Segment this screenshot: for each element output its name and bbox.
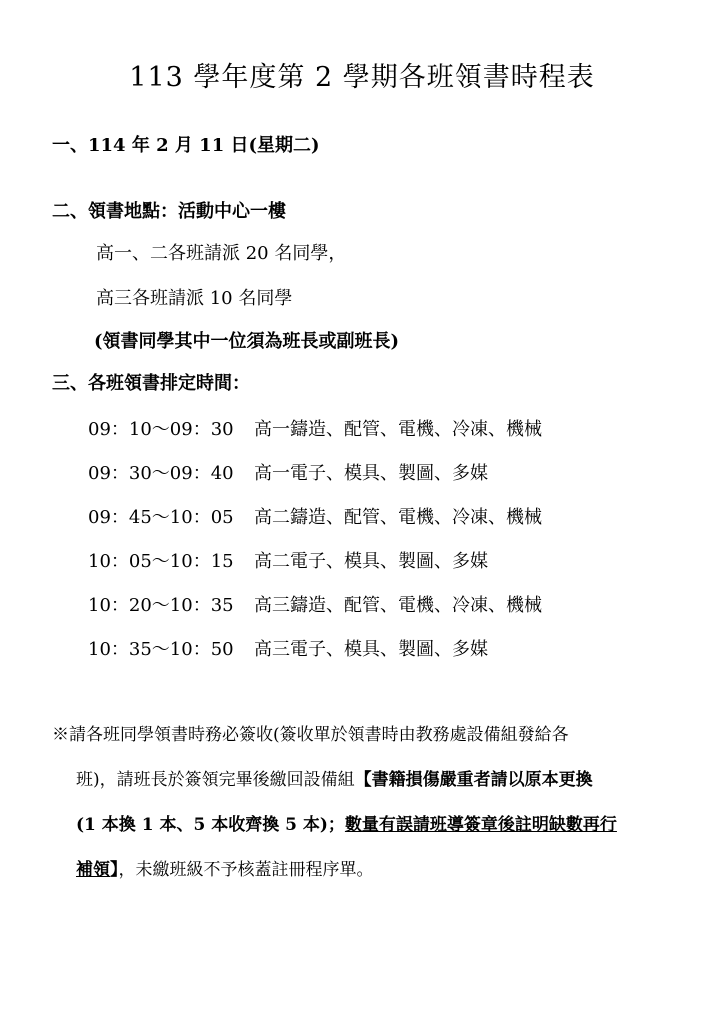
schedule-classes: 高二電子、模具、製圖、多媒 xyxy=(254,551,488,572)
schedule-time: 09：10～09：30 xyxy=(88,419,234,440)
note-line-4-text: ，未繳班級不予核蓋註冊程序單。 xyxy=(118,860,374,880)
schedule-row xyxy=(88,551,542,595)
note-line-2-bold: 【書籍損傷嚴重者請以原本更換 xyxy=(354,770,593,790)
note-line-4-bracket: 】 xyxy=(110,860,119,880)
note-line-4-underlined: 補領 xyxy=(76,860,110,880)
note-line-3-bold: (1 本換 1 本、5 本收齊換 5 本)； xyxy=(76,815,345,835)
note-line-2-text: 班)，請班長於簽領完畢後繳回設備組 xyxy=(76,770,355,790)
location-heading: 二、領書地點：活動中心一樓 xyxy=(52,201,286,222)
note-line-4 xyxy=(52,859,692,904)
schedule-row xyxy=(88,463,542,507)
location-line-1: 高一、二各班請派 20 名同學， xyxy=(96,243,347,264)
schedule-classes: 高三鑄造、配管、電機、冷凍、機械 xyxy=(254,595,542,616)
schedule-time: 09：45～10：05 xyxy=(88,507,234,528)
schedule-heading: 三、各班領書排定時間： xyxy=(52,373,250,394)
schedule-row xyxy=(88,639,542,683)
schedule-time: 09：30～09：40 xyxy=(88,463,234,484)
location-remark: (領書同學其中一位須為班長或副班長) xyxy=(94,331,400,352)
schedule-row xyxy=(88,507,542,551)
schedule-classes: 高三電子、模具、製圖、多媒 xyxy=(254,639,488,660)
date-section: 一、114 年 2 月 11 日(星期二) xyxy=(52,135,320,156)
note-line-2 xyxy=(52,769,692,814)
schedule-classes: 高二鑄造、配管、電機、冷凍、機械 xyxy=(254,507,542,528)
schedule-classes: 高一鑄造、配管、電機、冷凍、機械 xyxy=(254,419,542,440)
note-line-1: ※請各班同學領書時務必簽收(簽收單於領書時由教務處設備組發給各 xyxy=(52,725,569,745)
schedule-list xyxy=(88,419,542,683)
schedule-row xyxy=(88,419,542,463)
page-title: 113 學年度第 2 學期各班領書時程表 xyxy=(129,62,595,93)
schedule-time: 10：05～10：15 xyxy=(88,551,234,572)
signing-note xyxy=(52,724,692,904)
location-line-2: 高三各班請派 10 名同學 xyxy=(96,288,293,309)
schedule-time: 10：20～10：35 xyxy=(88,595,234,616)
note-line-3-underlined: 數量有誤請班導簽章後註明缺數再行 xyxy=(344,815,617,835)
note-line-3 xyxy=(52,814,692,859)
schedule-time: 10：35～10：50 xyxy=(88,639,234,660)
schedule-row xyxy=(88,595,542,639)
schedule-classes: 高一電子、模具、製圖、多媒 xyxy=(254,463,488,484)
